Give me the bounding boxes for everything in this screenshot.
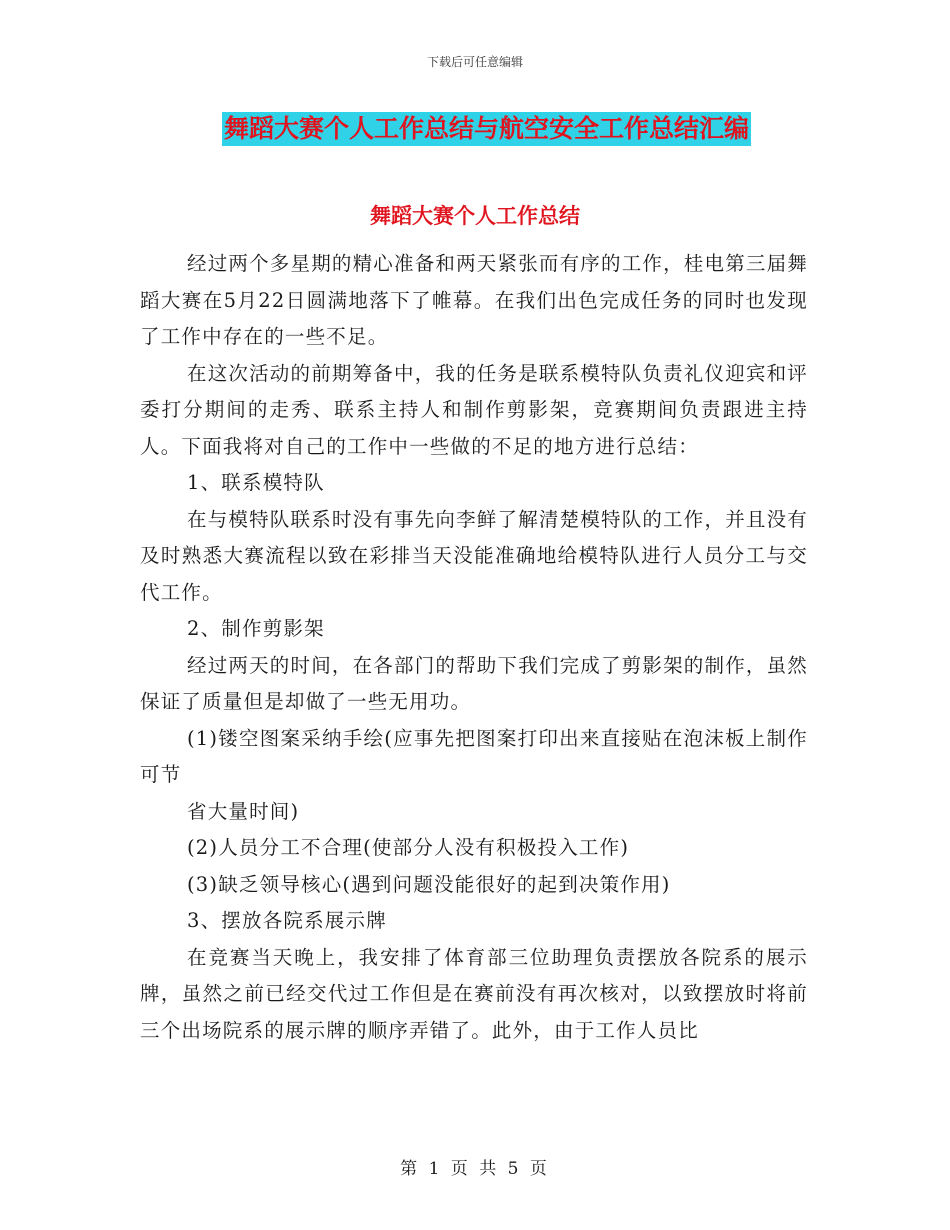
list-heading: 2、制作剪影架	[187, 617, 325, 640]
paragraph: 在竞赛当天晚上，我安排了体育部三位助理负责摆放各院系的展示牌，虽然之前已经交代过工作但是在赛前没有再次核对，以致摆放时将前三个出场院系的展示牌的顺序弄错了。此外，由于工作人员比	[140, 945, 808, 1042]
paragraph: (3)缺乏领导核心(遇到问题没能很好的起到决策作用)	[187, 872, 671, 896]
section-title: 舞蹈大赛个人工作总结	[370, 204, 580, 228]
paragraph: 在这次活动的前期筹备中，我的任务是联系模特队负责礼仪迎宾和评委打分期间的走秀、联系主持人和制作剪影架，竞赛期间负责跟进主持人。下面我将对自己的工作中一些做的不足的地方进行总结：	[140, 361, 809, 458]
paragraph: (2)人员分工不合理(使部分人没有积极投入工作)	[187, 836, 630, 859]
document-title: 舞蹈大赛个人工作总结与航空安全工作总结汇编	[222, 112, 751, 146]
paragraph: 省大量时间)	[187, 799, 300, 823]
paragraph: 经过两个多星期的精心准备和两天紧张而有序的工作，桂电第三届舞蹈大赛在5月22日圆满地落下了帷幕。在我们出色完成任务的同时也发现了工作中存在的一些不足。	[140, 252, 809, 348]
paragraph: 在与模特队联系时没有事先向李鲜了解清楚模特队的工作，并且没有及时熟悉大赛流程以致在彩排当天没能准确地给模特队进行人员分工与交代工作。	[140, 507, 809, 604]
paragraph: 经过两天的时间，在各部门的帮助下我们完成了剪影架的制作，虽然保证了质量但是却做了一些无用功。	[140, 653, 809, 713]
paragraph: (1)镂空图案采纳手绘(应事先把图案打印出来直接贴在泡沫板上制作可节	[140, 726, 808, 786]
list-heading: 1、联系模特队	[187, 471, 325, 494]
header-note: 下载后可任意编辑	[426, 55, 523, 69]
document-body	[140, 246, 808, 1049]
list-heading: 3、摆放各院系展示牌	[187, 909, 387, 932]
page-number-footer: 第 1 页 共 5 页	[400, 1159, 550, 1179]
